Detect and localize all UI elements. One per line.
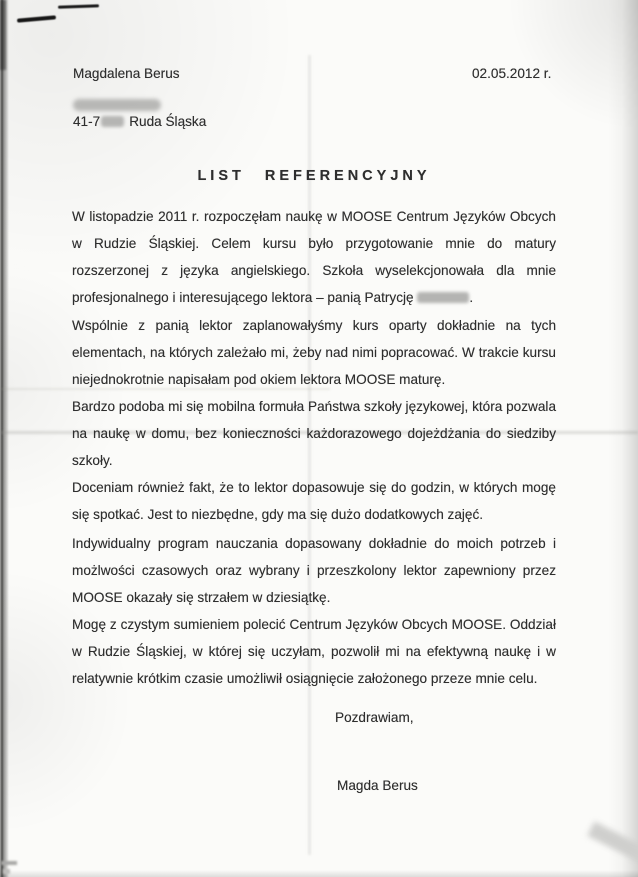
letter-paragraph [72, 474, 556, 528]
pen-scan-mark [17, 15, 56, 22]
postal-city-line [73, 114, 206, 129]
letter-paragraph [72, 530, 556, 611]
paragraph-text: Wspólnie z panią lektor zaplanowałyśmy kurs oparty dokładnie na tych elementach, na których zależało mi, żeby nad nimi popracować. W trakcie kursu niejednokrotnie napisałam pod okiem lektora MOOSE maturę. [72, 318, 556, 387]
scan-speck [1, 861, 17, 865]
paragraph-text: W listopadzie 2011 r. rozpoczęłam naukę w MOOSE Centrum Języków Obcych w Rudzie Śląskiej. Celem kursu było przygotowanie mnie do matury rozszerzonej z języka angielskiego. Szkoła wyselekcjonowała dla mnie profesjonalnego i interesującego lektora – panią Patrycję [72, 209, 556, 305]
letter-paragraph [72, 203, 556, 311]
letter-title: LIST REFERENCYJNY [197, 168, 431, 184]
redacted-name [417, 292, 469, 303]
signature-name: Magda Berus [337, 778, 418, 793]
paragraph-text: Bardzo podoba mi się mobilna formuła Państwa szkoły językowej, która pozwala na naukę w domu, bez konieczności każdorazowego dojeżdżania do siedziby szkoły. [72, 399, 556, 468]
letter-paragraph [72, 312, 556, 393]
scan-speck [3, 869, 10, 874]
paper-left-edge-dark-top [0, 0, 6, 70]
redacted-address-line [73, 99, 161, 111]
paper-bottom-edge-shadow [0, 870, 638, 877]
scan-smudge-bottom-right [587, 821, 638, 876]
paper-left-edge-shadow [0, 0, 9, 877]
letter-paragraph [72, 611, 556, 692]
redacted-postal-digits [101, 116, 124, 127]
pen-scan-mark [58, 4, 99, 8]
postal-code-prefix: 41-7 [73, 114, 101, 129]
paragraph-text: Indywidualny program nauczania dopasowany dokładnie do moich potrzeb i możlwości czasowych oraz wybrany i przeszkolony lektor zapewniony przez MOOSE okazały się strzałem w dziesiątkę. [72, 536, 556, 605]
letter-date: 02.05.2012 r. [472, 66, 552, 81]
paragraph-text: Mogę z czystym sumieniem polecić Centrum Języków Obcych MOOSE. Oddział w Rudzie Śląskiej, w której się uczyłam, pozwolił mi na efektywną naukę i w relatywnie krótkim czasie umożliwił osiągnięcie założonego przeze mnie celu. [72, 617, 556, 686]
letter-paragraph [72, 393, 556, 474]
paragraph-text: . [469, 290, 474, 305]
sender-name: Magdalena Berus [73, 66, 180, 81]
paragraph-text: Doceniam również fakt, że to lektor dopasowuje się do godzin, w których mogę się spotkać. Jest to niezbędne, gdy ma się dużo dodatkowych zajęć. [72, 480, 556, 522]
city-name: Ruda Śląska [129, 114, 207, 129]
closing-salutation: Pozdrawiam, [335, 710, 414, 725]
